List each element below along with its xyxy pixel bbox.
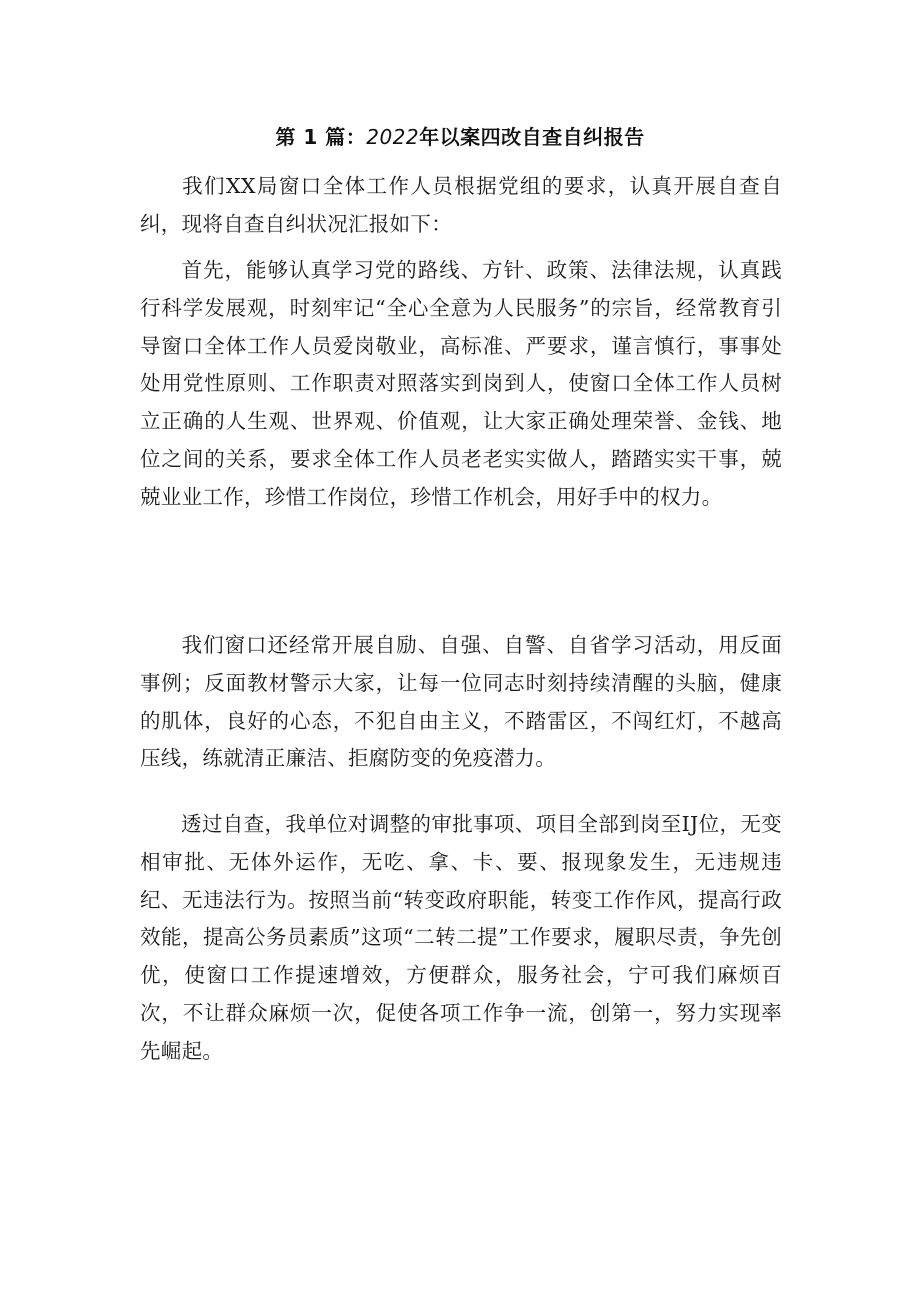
paragraph-text: 我们窗口还经常开展自励、自强、自警、自省学习活动，用反面事例；反面教材警示大家，让每一位同志时刻持续清醒的头脑，健康的肌体，良好的心态，不犯自由主义，不踏雷区，不闯红灯，不越高压线，练就清正廉洁、拒腐防变的免疫潜力。 xyxy=(140,633,782,771)
title-prefix: 第 1 篇： xyxy=(275,125,367,149)
paragraph-text: 我们XX局窗口全体工作人员根据党组的要求，认真开展自查自纠，现将自查自纠状况汇报如下： xyxy=(140,174,782,236)
title-year: 2022 xyxy=(366,125,420,149)
paragraph-text: 透过自查，我单位对调整的审批事项、项目全部到岗至IJ位，无变相审批、无体外运作，无吃、拿、卡、要、报现象发生，无违规违纪、无违法行为。按照当前“转变政府职能，转变工作作风，提高行政效能，提高公务员素质”这项“二转二提”工作要求，履职尽责，争先创优，使窗口工作提速增效，方便群众，服务社会，宁可我们麻烦百次，不让群众麻烦一次，促使各项工作争一流，创第一，努力实现率先崛起。 xyxy=(140,812,782,1063)
paragraph-activities xyxy=(140,627,782,778)
paragraph-text: 首先，能够认真学习党的路线、方针、政策、法律法规，认真践行科学发展观，时刻牢记“全心全意为人民服务”的宗旨，经常教育引导窗口全体工作人员爱岗敬业，高标准、严要求，谨言慎行，事事处处用党性原则、工作职责对照落实到岗到人，使窗口全体工作人员树立正确的人生观、世界观、价值观，让大家正确处理荣誉、金钱、地位之间的关系，要求全体工作人员老老实实做人，踏踏实实干事，兢兢业业工作，珍惜工作岗位，珍惜工作机会，用好手中的权力。 xyxy=(140,258,782,509)
paragraph-study xyxy=(140,252,782,517)
title-text: 年以案四改自查自纠报告 xyxy=(419,125,645,149)
document-title xyxy=(0,122,920,152)
paragraph-intro xyxy=(140,168,782,244)
paragraph-self-check xyxy=(140,806,782,1071)
